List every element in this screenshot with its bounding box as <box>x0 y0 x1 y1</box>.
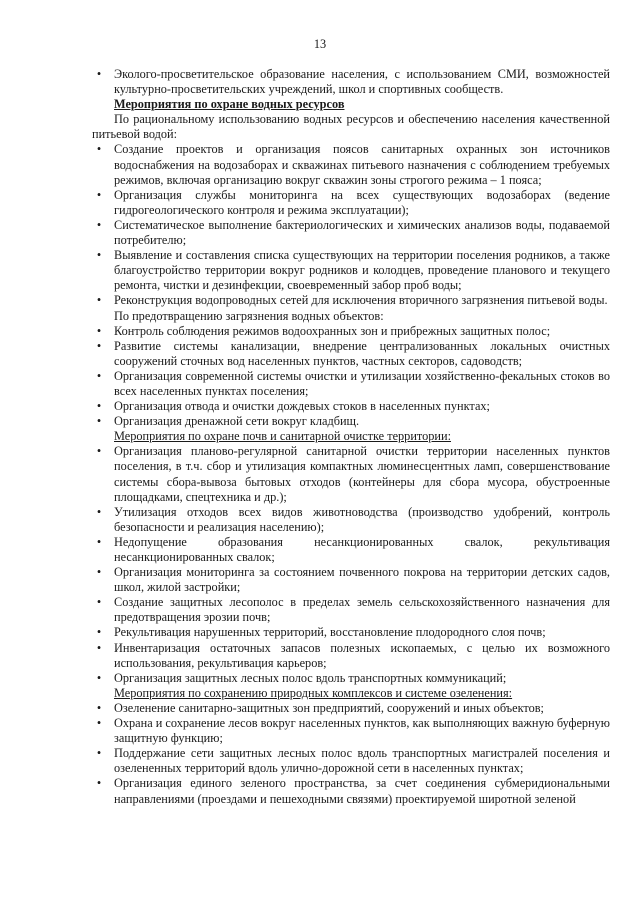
list-item-text: Организация службы мониторинга на всех существующих водозаборах (ведение гидрогеологического контроля и режима эксплуатации); <box>114 187 610 217</box>
bullet-icon: • <box>96 595 102 610</box>
bullet-icon: • <box>96 323 102 338</box>
list-item-text: Реконструкция водопроводных сетей для исключения вторичного загрязнения питьевой воды. <box>114 293 608 308</box>
list-item <box>92 248 610 293</box>
bullet-icon: • <box>96 187 102 202</box>
list-item-text: Организация планово-регулярной санитарной очистки территории населенных пунктов поселения, в т.ч. сбор и утилизация компактных люминесцентных ламп, совершенствование системы сбора-вывоза бытовых отходов (контейнеры для сбора мусора, обустроенные площадками, спецтехника и др.); <box>114 444 610 504</box>
list-item <box>92 444 610 504</box>
list-item <box>92 369 610 399</box>
list-item <box>92 293 610 308</box>
bullet-icon: • <box>96 414 102 429</box>
list-item-text: Развитие системы канализации, внедрение централизованных локальных очистных сооружений сточных вод населенных пунктов, частных секторов, садоводств; <box>114 338 610 368</box>
bullet-icon: • <box>96 534 102 549</box>
bullet-icon: • <box>96 625 102 640</box>
page-number: 13 <box>313 37 327 51</box>
list-item-text: Выявление и составления списка существующих на территории поселения родников, а также благоустройство территории вокруг родников и колодцев, проведение планового и текущего ремонта, чистки и дезинфекции, своевременный забор проб воды; <box>114 248 610 293</box>
bullet-icon: • <box>96 746 102 761</box>
list-item <box>92 414 610 429</box>
bullet-icon: • <box>96 444 102 459</box>
list-item <box>92 641 610 671</box>
list-item-text: Создание проектов и организация поясов санитарных охранных зон источников водоснабжения на водозаборах и скважинах питьевого назначения с соблюдением требуемых режимов, включая организацию вокруг скважин зоны строгого режима – 1 пояса; <box>114 142 610 187</box>
list-item <box>92 746 610 776</box>
list-item-text: Утилизация отходов всех видов животноводства (производство удобрений, контроль безопасности и реализация населению); <box>114 504 610 534</box>
list-item <box>92 565 610 595</box>
list-item-text: Рекультивация нарушенных территорий, восстановление плодородного слоя почв; <box>114 625 546 640</box>
paragraph: По предотвращению загрязнения водных объектов: <box>114 308 384 323</box>
bullet-icon: • <box>96 142 102 157</box>
list-item <box>92 142 610 187</box>
list-item <box>92 188 610 218</box>
bullet-icon: • <box>96 399 102 414</box>
bullet-icon: • <box>96 217 102 232</box>
list-item-text: Озеленение санитарно-защитных зон предприятий, сооружений и иных объектов; <box>114 700 544 715</box>
list-item-text: Эколого-просветительское образование населения, с использованием СМИ, возможностей культурно-просветительских учреждений, школ и спортивных сообществ. <box>114 67 610 97</box>
list-item <box>92 671 610 686</box>
list-item-text: Организация современной системы очистки и утилизации хозяйственно-фекальных стоков во всех населенных пунктах поселения; <box>114 368 610 398</box>
list-item-text: Организация мониторинга за состоянием почвенного покрова на территории детских садов, школ, жилой застройки; <box>114 565 610 595</box>
list-item-text: Организация единого зеленого пространства, за счет соединения субмеридиональными направлениями (проездами и пешеходными связями) проектируемой широтной зеленой <box>114 776 610 806</box>
list-item <box>92 701 610 716</box>
bullet-icon: • <box>96 670 102 685</box>
list-item <box>92 776 610 806</box>
list-item <box>92 339 610 369</box>
bullet-icon: • <box>96 504 102 519</box>
list-item-text: Охрана и сохранение лесов вокруг населенных пунктов, как выполняющих важную буферную защитную функцию; <box>114 716 610 746</box>
bullet-icon: • <box>96 67 102 81</box>
bullet-icon: • <box>96 565 102 580</box>
list-item <box>92 595 610 625</box>
list-item <box>92 716 610 746</box>
list-item <box>92 505 610 535</box>
list-item <box>92 535 610 565</box>
list-item-text: Организация защитных лесных полос вдоль транспортных коммуникаций; <box>114 670 507 685</box>
list-item-text: Создание защитных лесополос в пределах земель сельскохозяйственного назначения для предотвращения эрозии почв; <box>114 595 610 625</box>
section-heading: Мероприятия по охране водных ресурсов <box>114 97 345 112</box>
bullet-icon: • <box>96 248 102 263</box>
section-heading: Мероприятия по охране почв и санитарной очистке территории: <box>114 429 451 444</box>
list-item-text: Систематическое выполнение бактериологических и химических анализов воды, подаваемой потребителю; <box>114 217 610 248</box>
bullet-icon: • <box>96 700 102 715</box>
bullet-icon: • <box>96 338 102 353</box>
bullet-icon: • <box>96 716 102 731</box>
list-item-text: Организация дренажной сети вокруг кладбищ. <box>114 414 360 429</box>
bullet-icon: • <box>96 776 102 791</box>
page-content <box>92 67 610 807</box>
list-item-text: Контроль соблюдения режимов водоохранных зон и прибрежных защитных полос; <box>114 323 551 338</box>
list-item-text: Инвентаризация остаточных запасов полезных ископаемых, с целью их возможного использования, рекультивация карьеров; <box>114 640 610 670</box>
list-item <box>92 218 610 248</box>
list-item <box>92 399 610 414</box>
section-heading: Мероприятия по сохранению природных комплексов и системе озеленения: <box>114 685 513 700</box>
bullet-icon: • <box>96 640 102 655</box>
bullet-icon: • <box>96 368 102 383</box>
list-item <box>92 324 610 339</box>
bullet-icon: • <box>96 293 102 308</box>
list-item-text: Поддержание сети защитных лесных полос вдоль транспортных магистралей поселения и озелененных территорий вдоль улично-дорожной сети в населенных пунктах; <box>114 746 610 776</box>
list-item <box>92 67 610 97</box>
list-item <box>92 625 610 640</box>
list-item-text: Организация отвода и очистки дождевых стоков в населенных пунктах; <box>114 399 490 414</box>
list-item-text: Недопущение образования несанкционированных свалок, рекультивация несанкционированных свалок; <box>114 534 610 564</box>
paragraph: По рациональному использованию водных ресурсов и обеспечению населения качественной питьевой водой: <box>92 112 610 142</box>
